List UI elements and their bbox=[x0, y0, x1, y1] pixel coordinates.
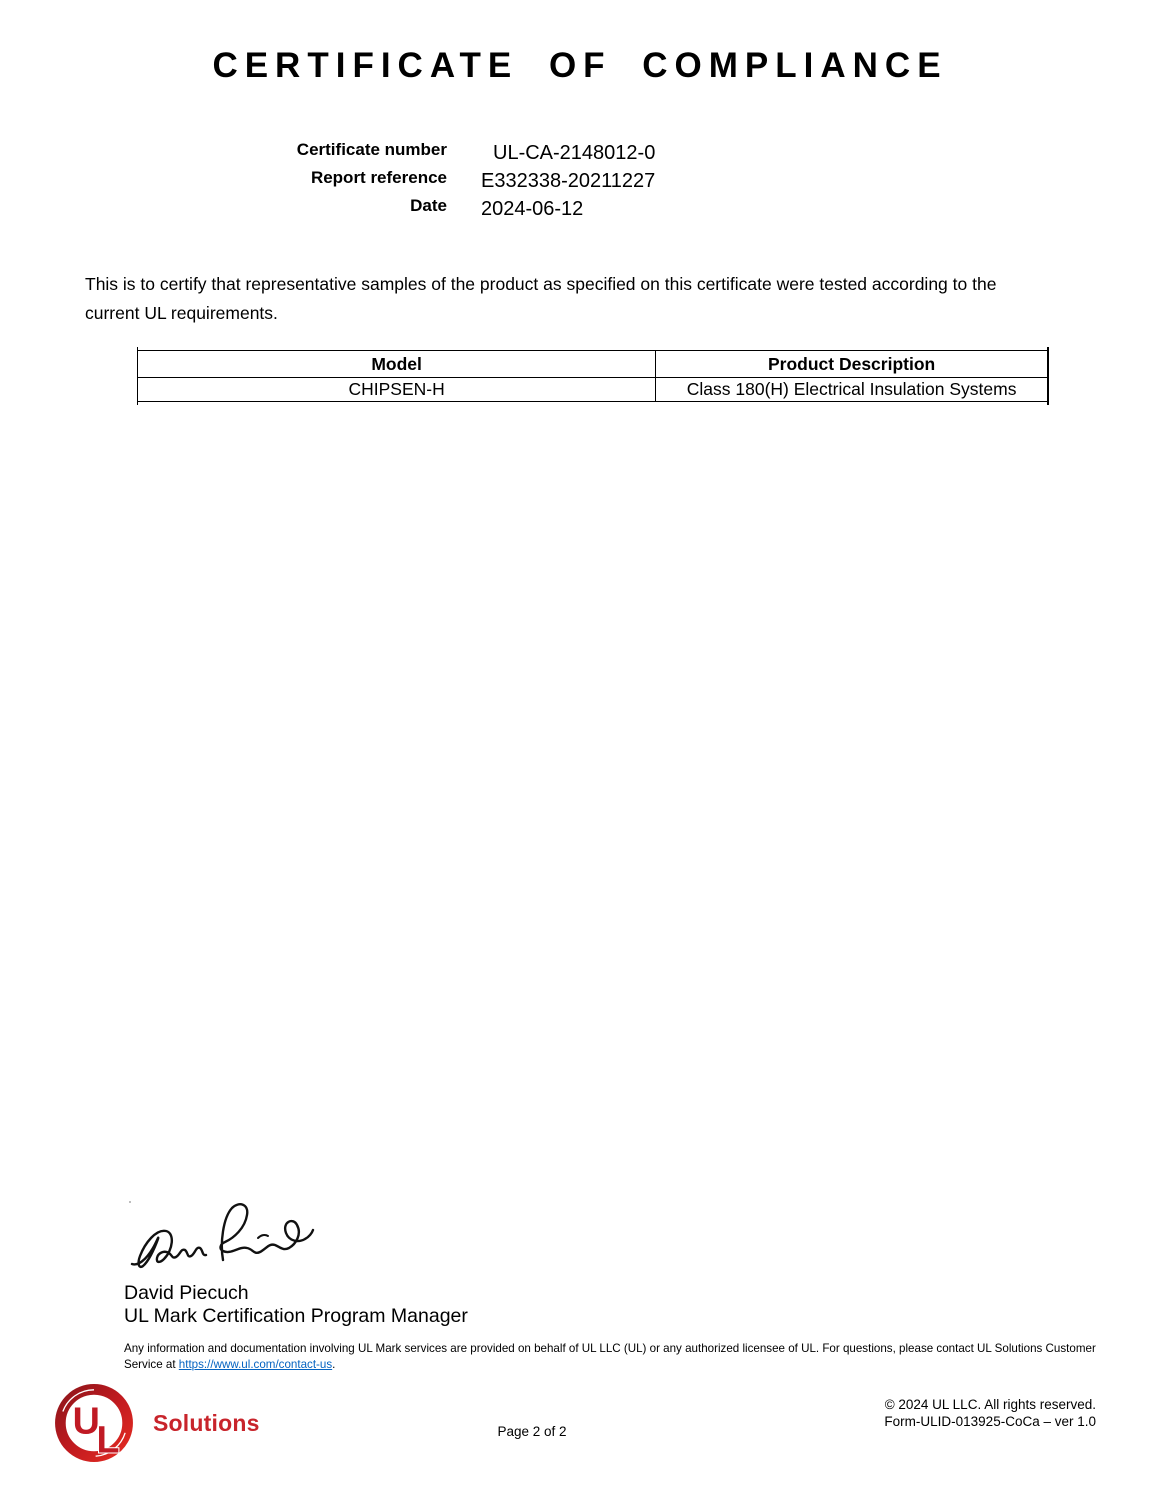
table-row bbox=[138, 378, 1048, 402]
model-cell: CHIPSEN-H bbox=[138, 378, 656, 402]
certificate-meta bbox=[124, 136, 655, 220]
disclaimer-before-link: Any information and documentation involving UL Mark services are provided on behalf of UL LLC (UL) or any authorized licensee of UL. For questions, please contact UL Solutions Customer Service at bbox=[124, 1342, 1096, 1371]
model-column-header: Model bbox=[138, 351, 656, 378]
ul-mark-icon bbox=[53, 1382, 135, 1464]
ul-letter-u: U bbox=[72, 1399, 100, 1442]
certificate-number-value: UL-CA-2148012-0 bbox=[493, 142, 656, 164]
copyright-line: © 2024 UL LLC. All rights reserved. bbox=[884, 1397, 1096, 1412]
signature-block bbox=[124, 1198, 468, 1328]
statement-line-1: This is to certify that representative samples of the product as specified on this certificate were tested according to the bbox=[85, 274, 997, 294]
statement-line-2: current UL requirements. bbox=[85, 303, 278, 323]
form-version-line: Form-ULID-013925-CoCa – ver 1.0 bbox=[884, 1414, 1096, 1429]
copyright-block bbox=[884, 1396, 1096, 1430]
disclaimer-text bbox=[124, 1341, 1104, 1372]
description-cell: Class 180(H) Electrical Insulation Systems bbox=[656, 378, 1048, 402]
ul-solutions-logo bbox=[53, 1382, 260, 1464]
report-reference-value: E332338-20211227 bbox=[481, 170, 656, 192]
certificate-number-label: Certificate number bbox=[296, 140, 447, 159]
table-header-row bbox=[138, 351, 1048, 378]
disclaimer-after-link: . bbox=[332, 1357, 336, 1371]
product-table bbox=[137, 350, 1048, 402]
signer-role: UL Mark Certification Program Manager bbox=[124, 1305, 468, 1327]
page-title: CERTIFICATE OF COMPLIANCE bbox=[212, 46, 948, 85]
certification-statement bbox=[85, 270, 1095, 328]
signature-image bbox=[126, 1198, 316, 1282]
product-table-wrap bbox=[137, 350, 1048, 402]
contact-link[interactable]: https://www.ul.com/contact-us bbox=[178, 1357, 333, 1371]
page-number: Page 2 of 2 bbox=[497, 1424, 567, 1439]
signer-name: David Piecuch bbox=[124, 1282, 249, 1304]
solutions-wordmark: Solutions bbox=[153, 1409, 260, 1436]
ul-letter-l: L bbox=[96, 1418, 120, 1461]
date-value: 2024-06-12 bbox=[481, 198, 584, 220]
description-column-header: Product Description bbox=[656, 351, 1048, 378]
report-reference-label: Report reference bbox=[310, 168, 447, 187]
date-label: Date bbox=[410, 196, 447, 215]
